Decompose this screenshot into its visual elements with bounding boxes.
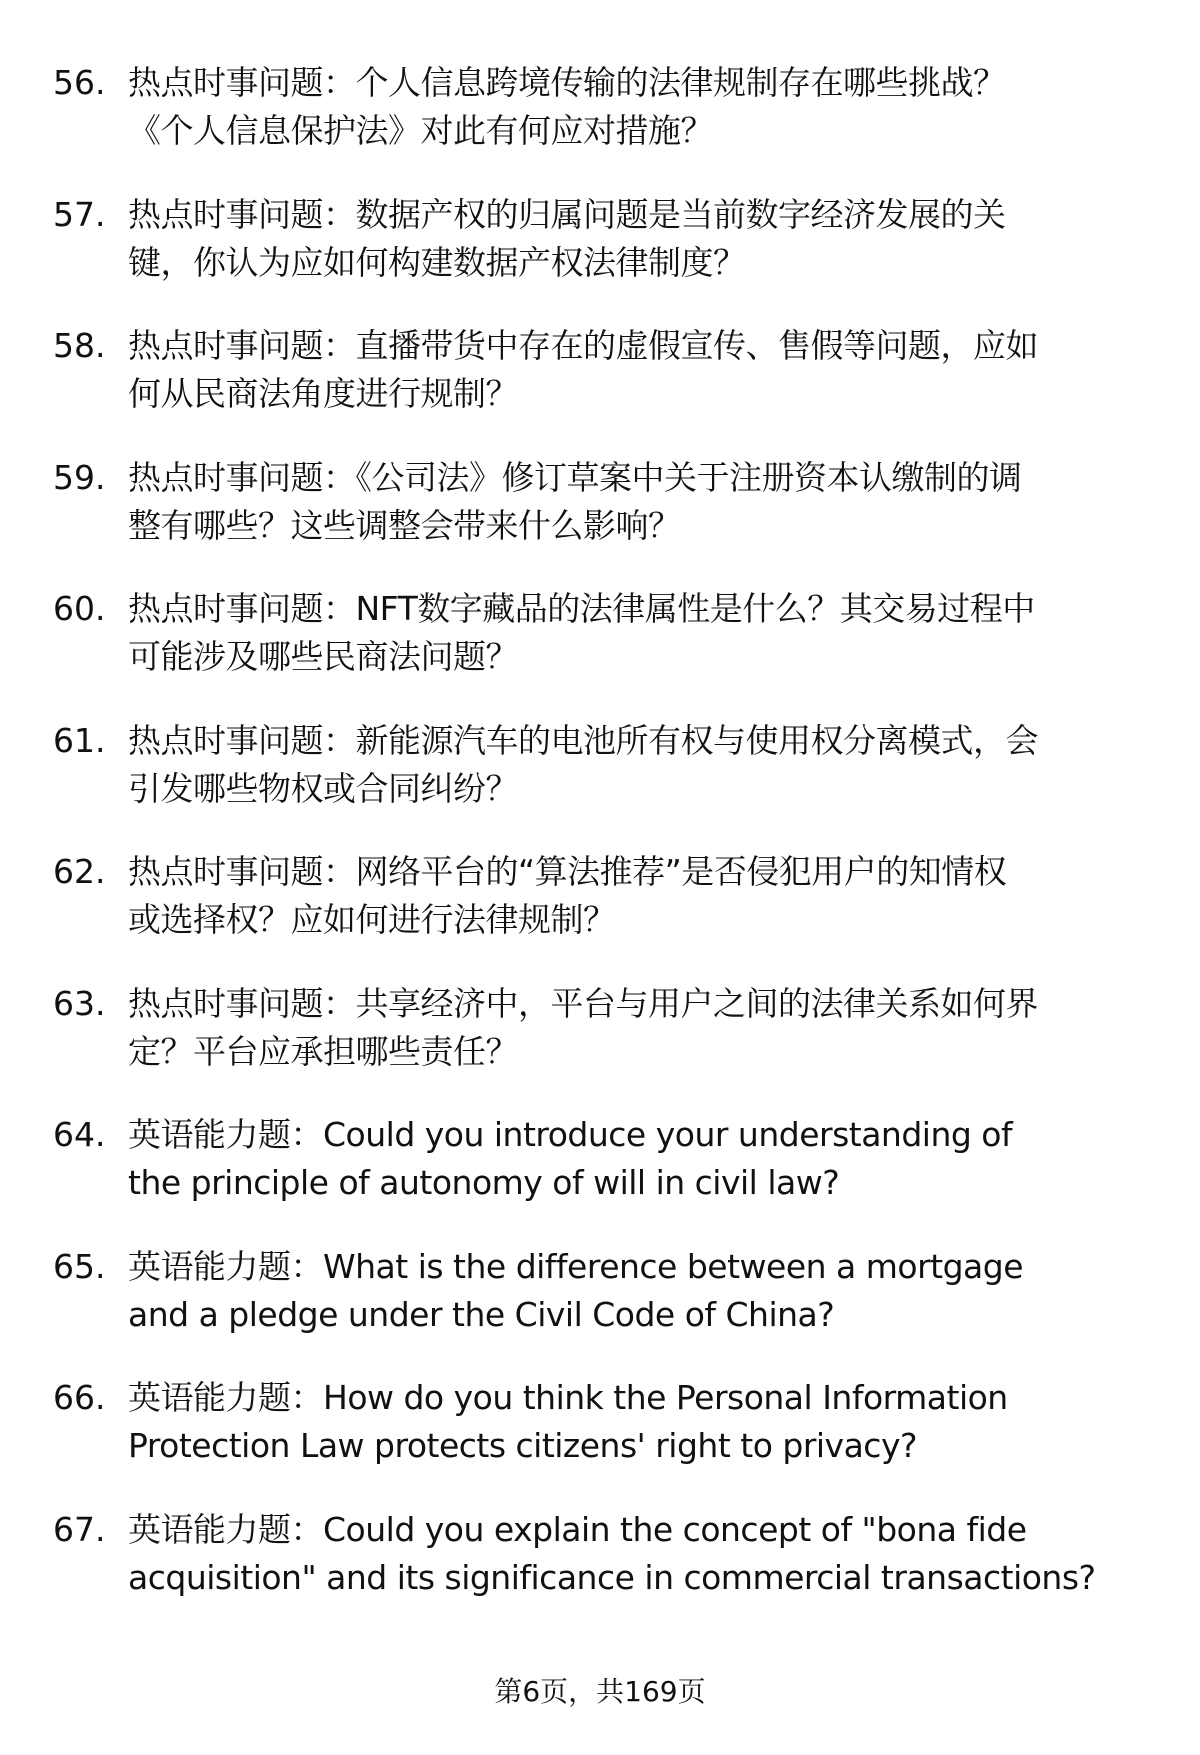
question-line: 热点时事问题：《公司法》修订草案中关于注册资本认缴制的调 (128, 457, 1022, 497)
question-line: 英语能力题：What is the difference between a mortgage (128, 1246, 1024, 1286)
question-line: 热点时事问题：NFT数字藏品的法律属性是什么？其交易过程中 (128, 589, 1035, 628)
question-line: Protection Law protects citizens' right to privacy? (128, 1426, 917, 1465)
question-text (128, 980, 1188, 1076)
question-number: 58. (53, 326, 106, 365)
question-text (128, 585, 1188, 681)
question-number: 57. (53, 194, 106, 234)
question-number: 61. (53, 720, 106, 760)
question-number: 66. (53, 1378, 106, 1417)
question-line: 英语能力题：Could you explain the concept of "bona fide (128, 1509, 1027, 1549)
question-line: 整有哪些？这些调整会带来什么影响？ (128, 505, 681, 545)
question-number: 59. (53, 457, 106, 497)
question-text (128, 59, 1188, 155)
question-line: 热点时事问题：网络平台的“算法推荐”是否侵犯用户的知情权 (128, 852, 1007, 891)
question-line: 可能涉及哪些民商法问题？ (128, 637, 518, 676)
question-line: 定？平台应承担哪些责任？ (128, 1031, 518, 1071)
question-line: the principle of autonomy of will in civil law? (128, 1163, 840, 1202)
question-text (128, 454, 1188, 550)
question-line: and a pledge under the Civil Code of China? (128, 1294, 835, 1334)
question-text (128, 848, 1188, 944)
question-line: 热点时事问题：直播带货中存在的虚假宣传、售假等问题，应如 (128, 326, 1038, 365)
question-line: 英语能力题：Could you introduce your understanding of (128, 1115, 1013, 1154)
question-line: 何从民商法角度进行规制？ (128, 374, 518, 413)
question-line: acquisition" and its significance in commercial transactions? (128, 1557, 1096, 1597)
question-line: 热点时事问题：个人信息跨境传输的法律规制存在哪些挑战？ (128, 63, 1006, 102)
question-line: 英语能力题：How do you think the Personal Information (128, 1378, 1008, 1417)
question-number: 65. (53, 1246, 106, 1286)
question-line: 《个人信息保护法》对此有何应对措施？ (128, 111, 713, 150)
question-line: 热点时事问题：数据产权的归属问题是当前数字经济发展的关 (128, 194, 1006, 234)
question-number: 63. (53, 983, 106, 1023)
question-number: 62. (53, 852, 106, 891)
question-line: 键，你认为应如何构建数据产权法律制度？ (128, 242, 746, 282)
question-text (128, 1374, 1188, 1470)
question-line: 或选择权？应如何进行法律规制？ (128, 900, 616, 939)
question-number: 56. (53, 63, 106, 102)
question-number: 60. (53, 589, 106, 628)
question-line: 引发哪些物权或合同纠纷？ (128, 768, 518, 808)
question-line: 热点时事问题：共享经济中，平台与用户之间的法律关系如何界 (128, 983, 1038, 1023)
question-line: 热点时事问题：新能源汽车的电池所有权与使用权分离模式，会 (128, 720, 1038, 760)
question-text (128, 191, 1188, 287)
question-text (128, 1506, 1188, 1602)
question-text (128, 322, 1188, 418)
question-text (128, 1111, 1188, 1207)
question-number: 67. (53, 1509, 106, 1549)
page-number: 第6页，共169页 (494, 1675, 706, 1708)
question-number: 64. (53, 1115, 106, 1154)
question-text (128, 717, 1188, 813)
question-text (128, 1243, 1188, 1339)
